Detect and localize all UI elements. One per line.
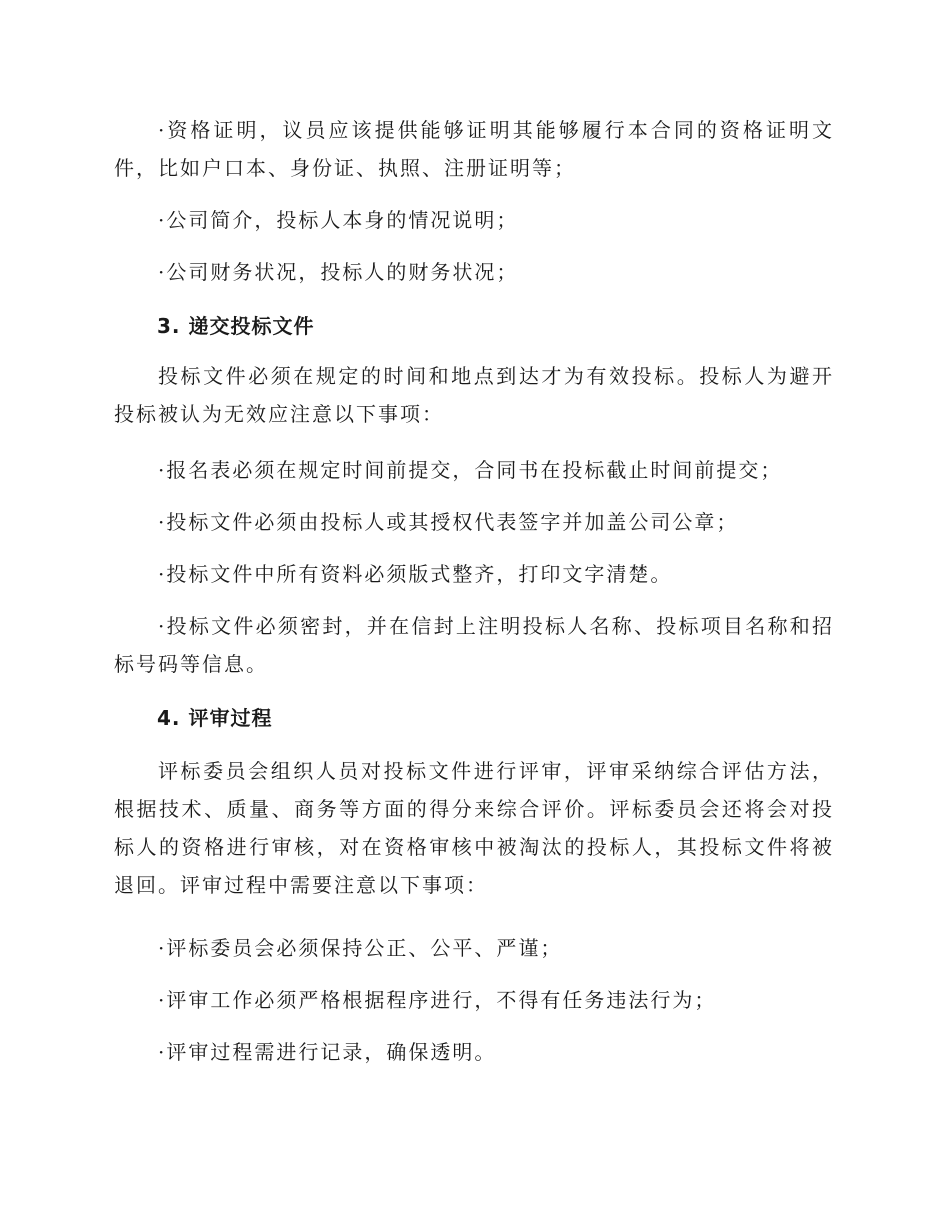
list-item: ·评标委员会必须保持公正、公平、严谨； <box>158 936 563 960</box>
list-item: ·投标文件必须密封，并在信封上注明投标人名称、投标项目名称和招标号码等信息。 <box>114 614 834 676</box>
list-item: ·资格证明，议员应该提供能够证明其能够履行本合同的资格证明文件，比如户口本、身份证、执照、注册证明等； <box>114 118 834 180</box>
list-item: ·报名表必须在规定时间前提交，合同书在投标截止时间前提交； <box>158 458 783 482</box>
section-intro: 投标文件必须在规定的时间和地点到达才为有效投标。投标人为避开投标被认为无效应注意以下事项： <box>114 364 834 426</box>
section-heading: 3. 递交投标文件 <box>157 314 315 338</box>
section-heading: 4. 评审过程 <box>157 706 273 730</box>
section-intro: 评标委员会组织人员对投标文件进行评审，评审采纳综合评估方法，根据技术、质量、商务等方面的得分来综合评价。评标委员会还将会对投标人的资格进行审核，对在资格审核中被淘汰的投标人，其投标文件将被退回。评审过程中需要注意以下事项： <box>114 759 834 897</box>
list-item: ·投标文件中所有资料必须版式整齐，打印文字清楚。 <box>158 562 673 586</box>
list-item: ·公司简介，投标人本身的情况说明； <box>158 208 519 232</box>
list-item: ·评审过程需进行记录，确保透明。 <box>158 1040 497 1064</box>
list-item: ·评审工作必须严格根据程序进行，不得有任务违法行为； <box>158 988 717 1012</box>
list-item: ·投标文件必须由投标人或其授权代表签字并加盖公司公章； <box>158 510 739 534</box>
list-item: ·公司财务状况，投标人的财务状况； <box>158 260 519 284</box>
